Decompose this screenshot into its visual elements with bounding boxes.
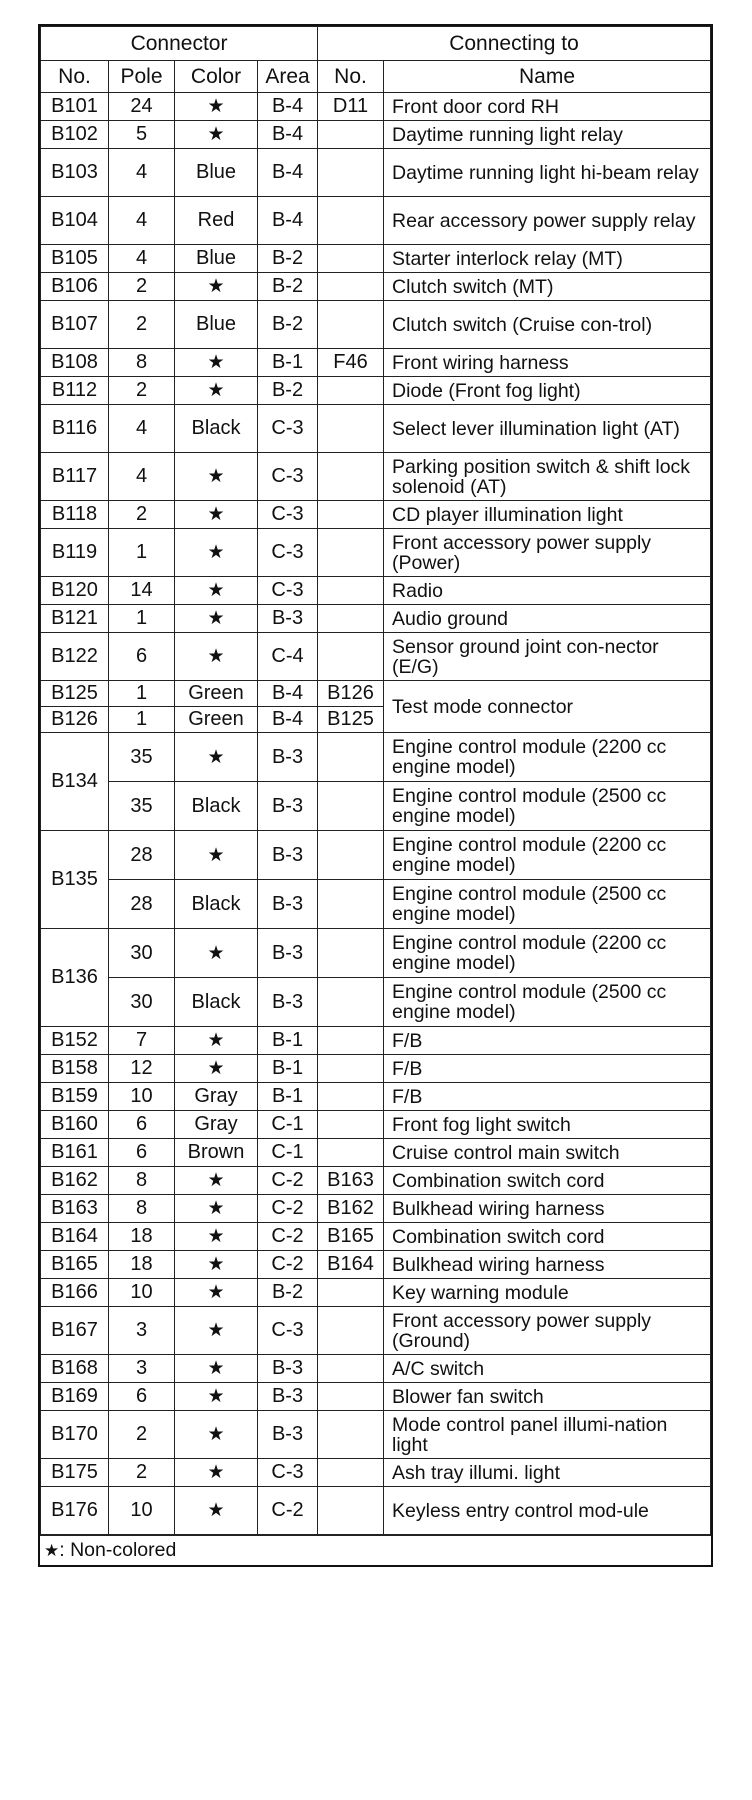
connecting-no [318, 1487, 384, 1535]
table-row [41, 529, 711, 577]
connecting-no [318, 501, 384, 529]
table-row [41, 733, 711, 782]
connector-color: ★ [175, 501, 258, 529]
color-column-header: Color [175, 61, 258, 93]
connecting-name: Blower fan switch [384, 1383, 711, 1411]
connecting-name: Front fog light switch [384, 1111, 711, 1139]
table-row [41, 349, 711, 377]
connector-color: Gray [175, 1111, 258, 1139]
connector-color: ★ [175, 1223, 258, 1251]
table-body-first [41, 93, 711, 681]
connecting-name: Clutch switch (Cruise con-trol) [384, 301, 711, 349]
connector-color: ★ [175, 1251, 258, 1279]
connector-color: Black [175, 880, 258, 929]
connecting-no [318, 453, 384, 501]
connector-color: Gray [175, 1083, 258, 1111]
area-code: C-3 [258, 529, 318, 577]
pole-column-header: Pole [109, 61, 175, 93]
connecting-no [318, 1355, 384, 1383]
connecting-no [318, 633, 384, 681]
pole-count: 6 [109, 633, 175, 681]
table-row [41, 149, 711, 197]
area-code: C-2 [258, 1195, 318, 1223]
connecting-name: Front wiring harness [384, 349, 711, 377]
connecting-name: Engine control module (2500 cc engine model) [384, 978, 711, 1027]
area-code: C-3 [258, 577, 318, 605]
connector-no: B112 [41, 377, 109, 405]
area-code: C-3 [258, 453, 318, 501]
connector-color: ★ [175, 633, 258, 681]
connecting-no [318, 577, 384, 605]
connector-no: B161 [41, 1139, 109, 1167]
connector-color: Blue [175, 301, 258, 349]
connecting-name: Front accessory power supply (Ground) [384, 1307, 711, 1355]
connector-color: ★ [175, 1355, 258, 1383]
table-row [41, 245, 711, 273]
table-row [41, 1355, 711, 1383]
connecting-no [318, 245, 384, 273]
connector-no: B176 [41, 1487, 109, 1535]
connecting-no [318, 782, 384, 831]
connecting-name: Daytime running light relay [384, 121, 711, 149]
connecting-name: Bulkhead wiring harness [384, 1195, 711, 1223]
connecting-name: Engine control module (2200 cc engine model) [384, 733, 711, 782]
pole-count: 1 [109, 529, 175, 577]
pole-count: 4 [109, 149, 175, 197]
area-code: C-2 [258, 1167, 318, 1195]
connecting-no [318, 880, 384, 929]
connector-color: ★ [175, 929, 258, 978]
table-row [41, 501, 711, 529]
pole-count: 24 [109, 93, 175, 121]
table-row [41, 121, 711, 149]
area-code: B-1 [258, 1055, 318, 1083]
connecting-name: Rear accessory power supply relay [384, 197, 711, 245]
connector-no: B104 [41, 197, 109, 245]
connector-no: B168 [41, 1355, 109, 1383]
table-header [41, 27, 711, 93]
area-code: B-3 [258, 880, 318, 929]
pole-count: 4 [109, 197, 175, 245]
connector-no: B116 [41, 405, 109, 453]
pole-count: 28 [109, 831, 175, 880]
pole-count: 8 [109, 1167, 175, 1195]
pole-count: 6 [109, 1111, 175, 1139]
connector-no: B164 [41, 1223, 109, 1251]
table-row [41, 377, 711, 405]
pole-count: 18 [109, 1251, 175, 1279]
area-code: B-2 [258, 245, 318, 273]
area-code: B-4 [258, 93, 318, 121]
pole-count: 2 [109, 1411, 175, 1459]
area-code: C-3 [258, 405, 318, 453]
connector-color: Blue [175, 149, 258, 197]
star-icon: ★ [44, 1541, 60, 1560]
connector-no: B121 [41, 605, 109, 633]
connector-no: B101 [41, 93, 109, 121]
table-row [41, 301, 711, 349]
connector-no: B102 [41, 121, 109, 149]
connector-no: B175 [41, 1459, 109, 1487]
table-row [41, 978, 711, 1027]
pole-count: 18 [109, 1223, 175, 1251]
area-code: B-2 [258, 1279, 318, 1307]
pole-count: 6 [109, 1383, 175, 1411]
connecting-no [318, 1139, 384, 1167]
connecting-name: Clutch switch (MT) [384, 273, 711, 301]
area-code: C-2 [258, 1251, 318, 1279]
connector-no: B170 [41, 1411, 109, 1459]
area-code: B-4 [258, 149, 318, 197]
connector-no: B152 [41, 1027, 109, 1055]
connecting-name: F/B [384, 1055, 711, 1083]
connecting-name: Daytime running light hi-beam relay [384, 149, 711, 197]
area-code: B-2 [258, 301, 318, 349]
connecting-name: Parking position switch & shift lock solenoid (AT) [384, 453, 711, 501]
pole-count: 1 [109, 681, 175, 707]
connecting-name: Radio [384, 577, 711, 605]
table-row [41, 1139, 711, 1167]
connector-no: B122 [41, 633, 109, 681]
table-row [41, 1027, 711, 1055]
connector-color: ★ [175, 1055, 258, 1083]
connector-color: ★ [175, 1411, 258, 1459]
area-column-header: Area [258, 61, 318, 93]
table-row [41, 1111, 711, 1139]
connecting-no: D11 [318, 93, 384, 121]
connecting-name: Combination switch cord [384, 1223, 711, 1251]
connector-color: Black [175, 782, 258, 831]
connecting-name: F/B [384, 1083, 711, 1111]
table-row [41, 1167, 711, 1195]
connecting-no [318, 1411, 384, 1459]
table-row [41, 1223, 711, 1251]
name-column-header: Name [384, 61, 711, 93]
area-code: B-1 [258, 349, 318, 377]
connecting-name: Diode (Front fog light) [384, 377, 711, 405]
area-code: B-3 [258, 831, 318, 880]
pole-count: 2 [109, 273, 175, 301]
connector-no: B160 [41, 1111, 109, 1139]
connecting-no [318, 978, 384, 1027]
connector-color: ★ [175, 831, 258, 880]
pole-count: 10 [109, 1279, 175, 1307]
connector-color: Black [175, 405, 258, 453]
connecting-no: B125 [318, 707, 384, 733]
area-code: C-2 [258, 1487, 318, 1535]
connector-color: ★ [175, 733, 258, 782]
table-row [41, 929, 711, 978]
table-row [41, 93, 711, 121]
area-code: C-1 [258, 1139, 318, 1167]
pole-count: 2 [109, 301, 175, 349]
connector-color: ★ [175, 377, 258, 405]
connecting-name: Engine control module (2200 cc engine model) [384, 929, 711, 978]
connector-color: Red [175, 197, 258, 245]
connecting-no [318, 1083, 384, 1111]
table-row [41, 1195, 711, 1223]
connecting-no [318, 1307, 384, 1355]
connector-color: ★ [175, 273, 258, 301]
connector-no: B108 [41, 349, 109, 377]
connecting-no: F46 [318, 349, 384, 377]
table-row [41, 1411, 711, 1459]
connector-no: B159 [41, 1083, 109, 1111]
connecting-no [318, 1279, 384, 1307]
connector-color: ★ [175, 1195, 258, 1223]
connector-no: B167 [41, 1307, 109, 1355]
area-code: C-3 [258, 501, 318, 529]
connector-color: ★ [175, 93, 258, 121]
connecting-name: Engine control module (2500 cc engine model) [384, 782, 711, 831]
area-code: C-1 [258, 1111, 318, 1139]
legend-footnote [40, 1535, 711, 1565]
connector-color: ★ [175, 1487, 258, 1535]
connecting-no [318, 121, 384, 149]
connecting-no [318, 149, 384, 197]
area-code: C-2 [258, 1223, 318, 1251]
connecting-name: Starter interlock relay (MT) [384, 245, 711, 273]
pole-count: 2 [109, 501, 175, 529]
connecting-name: Combination switch cord [384, 1167, 711, 1195]
connecting-name: Sensor ground joint con-nector (E/G) [384, 633, 711, 681]
pole-count: 4 [109, 405, 175, 453]
area-code: B-2 [258, 273, 318, 301]
area-code: B-3 [258, 1383, 318, 1411]
table-row [41, 633, 711, 681]
pole-count: 2 [109, 1459, 175, 1487]
connector-no: B162 [41, 1167, 109, 1195]
table-row [41, 681, 711, 707]
table-row [41, 577, 711, 605]
connecting-no: B126 [318, 681, 384, 707]
connector-no: B119 [41, 529, 109, 577]
pole-count: 2 [109, 377, 175, 405]
connecting-name: Engine control module (2500 cc engine model) [384, 880, 711, 929]
connecting-name: Keyless entry control mod-ule [384, 1487, 711, 1535]
connecting-no [318, 929, 384, 978]
table-row [41, 1251, 711, 1279]
connecting-name: Select lever illumination light (AT) [384, 405, 711, 453]
pole-count: 10 [109, 1083, 175, 1111]
table-row [41, 1383, 711, 1411]
connector-color: ★ [175, 529, 258, 577]
table-row [41, 1279, 711, 1307]
connecting-no [318, 197, 384, 245]
engine-control-module-rows [41, 733, 711, 1027]
connector-no: B166 [41, 1279, 109, 1307]
area-code: B-4 [258, 121, 318, 149]
pole-count: 35 [109, 782, 175, 831]
connector-no: B134 [41, 733, 109, 831]
connector-table-sheet [38, 24, 713, 1567]
table-row [41, 1055, 711, 1083]
area-code: B-1 [258, 1083, 318, 1111]
connecting-no [318, 605, 384, 633]
connecting-no [318, 1027, 384, 1055]
connecting-name: Front accessory power supply (Power) [384, 529, 711, 577]
connector-no: B106 [41, 273, 109, 301]
connecting-to-group-header: Connecting to [318, 27, 711, 61]
area-code: C-3 [258, 1307, 318, 1355]
pole-count: 28 [109, 880, 175, 929]
area-code: B-3 [258, 978, 318, 1027]
connecting-no [318, 377, 384, 405]
area-code: C-4 [258, 633, 318, 681]
no-column-header: No. [41, 61, 109, 93]
table-row [41, 197, 711, 245]
area-code: B-3 [258, 1411, 318, 1459]
connecting-name: Key warning module [384, 1279, 711, 1307]
connecting-no [318, 1111, 384, 1139]
table-row [41, 1487, 711, 1535]
connecting-name: Front door cord RH [384, 93, 711, 121]
connecting-no: B163 [318, 1167, 384, 1195]
table-body-second [41, 1027, 711, 1535]
area-code: B-3 [258, 1355, 318, 1383]
pole-count: 7 [109, 1027, 175, 1055]
connector-no: B135 [41, 831, 109, 929]
connecting-no [318, 733, 384, 782]
pole-count: 10 [109, 1487, 175, 1535]
connecting-name: Engine control module (2200 cc engine model) [384, 831, 711, 880]
table-row [41, 1307, 711, 1355]
pole-count: 30 [109, 978, 175, 1027]
connector-color: Green [175, 707, 258, 733]
connector-group-header: Connector [41, 27, 318, 61]
area-code: B-3 [258, 929, 318, 978]
connector-color: Black [175, 978, 258, 1027]
connecting-name: CD player illumination light [384, 501, 711, 529]
area-code: B-3 [258, 733, 318, 782]
connector-no: B125 [41, 681, 109, 707]
connector-color: Blue [175, 245, 258, 273]
connecting-name: Bulkhead wiring harness [384, 1251, 711, 1279]
connecting-no-column-header: No. [318, 61, 384, 93]
pole-count: 8 [109, 349, 175, 377]
pole-count: 6 [109, 1139, 175, 1167]
connector-color: ★ [175, 577, 258, 605]
pole-count: 14 [109, 577, 175, 605]
connecting-name: Audio ground [384, 605, 711, 633]
table-row [41, 1459, 711, 1487]
connector-no: B107 [41, 301, 109, 349]
table-row [41, 782, 711, 831]
table-row [41, 453, 711, 501]
connector-color: ★ [175, 1307, 258, 1355]
area-code: B-2 [258, 377, 318, 405]
connector-no: B163 [41, 1195, 109, 1223]
connector-color: ★ [175, 1383, 258, 1411]
table-row [41, 405, 711, 453]
connector-color: ★ [175, 1459, 258, 1487]
connector-color: ★ [175, 1167, 258, 1195]
connecting-name: Test mode connector [384, 681, 711, 733]
connector-color: ★ [175, 453, 258, 501]
connector-no: B158 [41, 1055, 109, 1083]
table-row [41, 273, 711, 301]
connector-color: ★ [175, 605, 258, 633]
pole-count: 3 [109, 1307, 175, 1355]
connecting-no [318, 529, 384, 577]
table-row [41, 831, 711, 880]
connector-no: B165 [41, 1251, 109, 1279]
connector-color: Brown [175, 1139, 258, 1167]
area-code: B-4 [258, 681, 318, 707]
connector-no: B118 [41, 501, 109, 529]
connecting-no [318, 831, 384, 880]
connecting-name: F/B [384, 1027, 711, 1055]
area-code: B-1 [258, 1027, 318, 1055]
area-code: B-3 [258, 782, 318, 831]
pole-count: 4 [109, 245, 175, 273]
connector-no: B105 [41, 245, 109, 273]
connecting-no [318, 1383, 384, 1411]
connecting-no [318, 1459, 384, 1487]
connecting-name: Ash tray illumi. light [384, 1459, 711, 1487]
area-code: B-4 [258, 197, 318, 245]
connector-color: Green [175, 681, 258, 707]
connector-color: ★ [175, 121, 258, 149]
pole-count: 4 [109, 453, 175, 501]
pole-count: 5 [109, 121, 175, 149]
pole-count: 12 [109, 1055, 175, 1083]
connecting-no: B164 [318, 1251, 384, 1279]
table-row [41, 1083, 711, 1111]
connecting-no: B165 [318, 1223, 384, 1251]
area-code: B-3 [258, 605, 318, 633]
connector-no: B169 [41, 1383, 109, 1411]
connector-no: B103 [41, 149, 109, 197]
table-row [41, 880, 711, 929]
legend-text: : Non-colored [59, 1539, 177, 1561]
area-code: C-3 [258, 1459, 318, 1487]
connector-color: ★ [175, 349, 258, 377]
pole-count: 1 [109, 605, 175, 633]
pole-count: 3 [109, 1355, 175, 1383]
test-mode-connector-rows [41, 681, 711, 733]
pole-count: 30 [109, 929, 175, 978]
pole-count: 8 [109, 1195, 175, 1223]
connecting-no [318, 301, 384, 349]
connector-no: B117 [41, 453, 109, 501]
connector-no: B120 [41, 577, 109, 605]
connecting-no [318, 1055, 384, 1083]
connector-table [40, 26, 711, 1535]
connector-no: B136 [41, 929, 109, 1027]
connecting-no [318, 405, 384, 453]
connector-color: ★ [175, 1027, 258, 1055]
connecting-no: B162 [318, 1195, 384, 1223]
table-row [41, 605, 711, 633]
connecting-name: Mode control panel illumi-nation light [384, 1411, 711, 1459]
connector-no: B126 [41, 707, 109, 733]
area-code: B-4 [258, 707, 318, 733]
connecting-name: Cruise control main switch [384, 1139, 711, 1167]
connecting-name: A/C switch [384, 1355, 711, 1383]
pole-count: 1 [109, 707, 175, 733]
pole-count: 35 [109, 733, 175, 782]
connector-color: ★ [175, 1279, 258, 1307]
connecting-no [318, 273, 384, 301]
